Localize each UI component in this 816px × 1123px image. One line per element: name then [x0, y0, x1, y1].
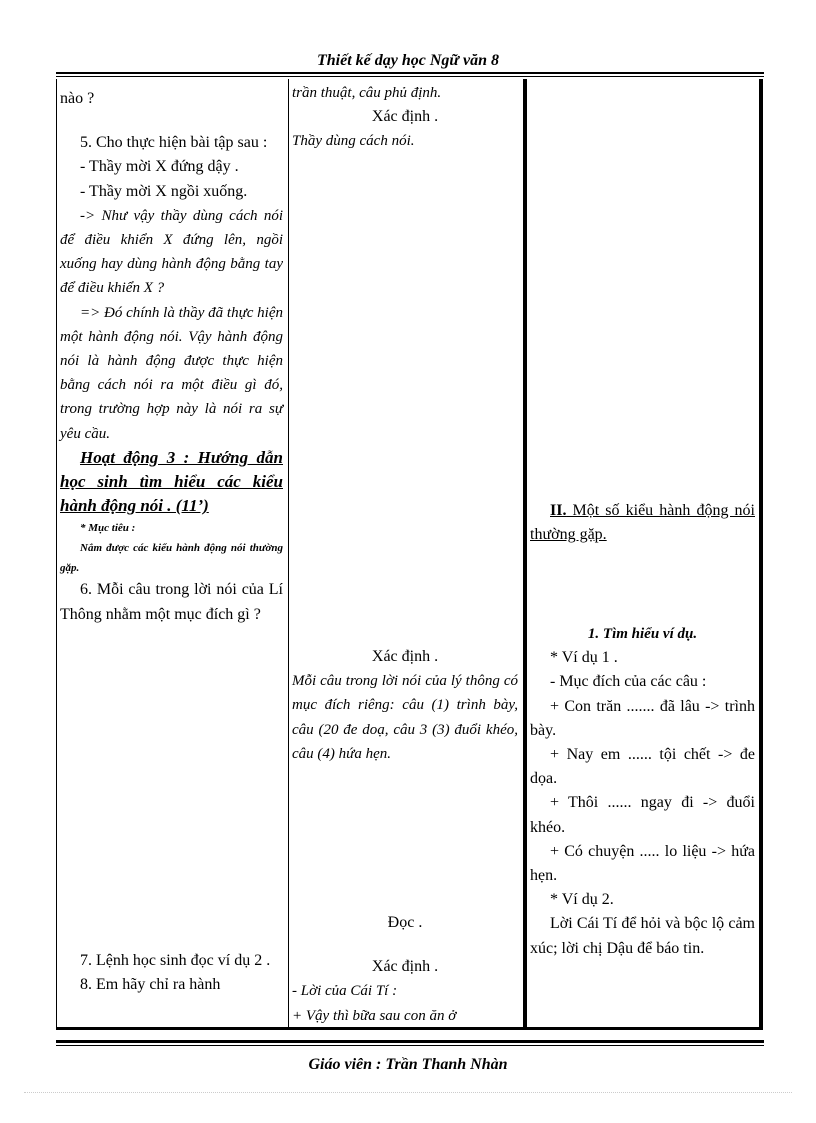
example-1-label: * Ví dụ 1 .: [550, 649, 618, 667]
answer-5: Thầy dùng cách nói.: [292, 133, 415, 150]
example-2-text: Lời Cái Tí để hỏi và bộc lộ cảm xúc; lời chị Dậu để báo tin.: [530, 915, 755, 957]
section-title: Một số kiểu hành động nói thường gặp.: [530, 502, 755, 544]
subsection-1: 1. Tìm hiểu ví dụ.: [587, 626, 698, 642]
text-line: trần thuật, câu phủ định.: [292, 85, 442, 101]
header-rule-thin: [56, 76, 764, 77]
footer-rule-thin: [56, 1045, 764, 1046]
answer-cati-line: + Vậy thì bữa sau con ăn ở: [292, 1007, 457, 1024]
question-7: 7. Lệnh học sinh đọc ví dụ 2 .: [80, 952, 271, 969]
answer-cati-label: - Lời của Cái Tí :: [292, 983, 398, 1000]
student-activity-column: [289, 79, 527, 1027]
q5-explanation: -> Như vậy thầy dùng cách nói để điều khiển X đứng lên, ngồi xuống hay dùng hành động bằng tay để điều khiển X ?: [60, 207, 283, 297]
purpose-item: + Con trăn ....... đã lâu -> trình bày.: [530, 697, 755, 739]
determine-label: Xác định .: [371, 648, 439, 665]
page-bottom-edge: [24, 1092, 792, 1093]
purpose-label: - Mục đích của các câu :: [550, 673, 707, 691]
question-5: 5. Cho thực hiện bài tập sau :: [80, 134, 268, 152]
purpose-item: + Có chuyện ..... lo liệu -> hứa hẹn.: [530, 842, 755, 885]
col3-block-examples: [530, 622, 755, 961]
teacher-activity-column: [57, 79, 289, 1027]
answer-6: Mỗi câu trong lời nói của lý thông có mục đích riêng: câu (1) trình bày, câu (20 đe doạ, câu 3 (3) đuổi khéo, câu (4) hứa hẹn.: [292, 673, 518, 762]
lesson-table: [56, 79, 763, 1030]
question-8: 8. Em hãy chỉ ra hành: [80, 976, 221, 994]
objective-label: * Mục tiêu :: [80, 522, 136, 535]
page-footer: Giáo viên : Trần Thanh Nhàn: [308, 1056, 508, 1073]
q5-item-a: - Thầy mời X đứng dậy .: [80, 158, 239, 176]
example-2-label: * Ví dụ 2.: [550, 891, 614, 909]
col1-block-bottom: [60, 949, 283, 997]
col2-block-middle: [292, 645, 518, 766]
question-6: 6. Mỗi câu trong lời nói của Lí Thông nhằm một mục đích gì ?: [60, 581, 283, 623]
section-2-heading: [530, 499, 755, 547]
read-label: Đọc .: [387, 914, 423, 931]
q5-item-b: - Thầy mời X ngồi xuống.: [80, 182, 248, 200]
text-line: nào ?: [60, 90, 95, 107]
col2-block-bottom: [292, 911, 518, 1028]
determine-label: Xác định .: [371, 958, 439, 976]
section-number: II.: [550, 502, 567, 519]
header-rule: [56, 72, 764, 74]
purpose-item: + Thôi ...... ngay đi -> đuổi khéo.: [530, 794, 755, 836]
purpose-item: + Nay em ...... tội chết -> đe dọa.: [530, 746, 755, 788]
page-header: Thiết kế dạy học Ngữ văn 8: [316, 52, 499, 69]
objective-text: Nắm được các kiểu hành động nói thường gặp.: [60, 542, 283, 575]
determine-label: Xác định .: [371, 108, 439, 126]
q5-conclusion: => Đó chính là thầy đã thực hiện một hành động nói. Vậy hành động nói là hành động được thực hiện bằng cách nói ra một điều gì đó, trong trường hợp này là nói ra sự yêu cầu.: [60, 304, 283, 442]
footer-rule: [56, 1040, 764, 1043]
col1-block-top: [60, 87, 283, 627]
col2-block-top: [292, 81, 518, 154]
content-column: [527, 79, 760, 1027]
activity-3-heading: Hoạt động 3 : Hướng dẫn học sinh tìm hiểu các kiểu hành động nói . (11’): [60, 447, 283, 516]
